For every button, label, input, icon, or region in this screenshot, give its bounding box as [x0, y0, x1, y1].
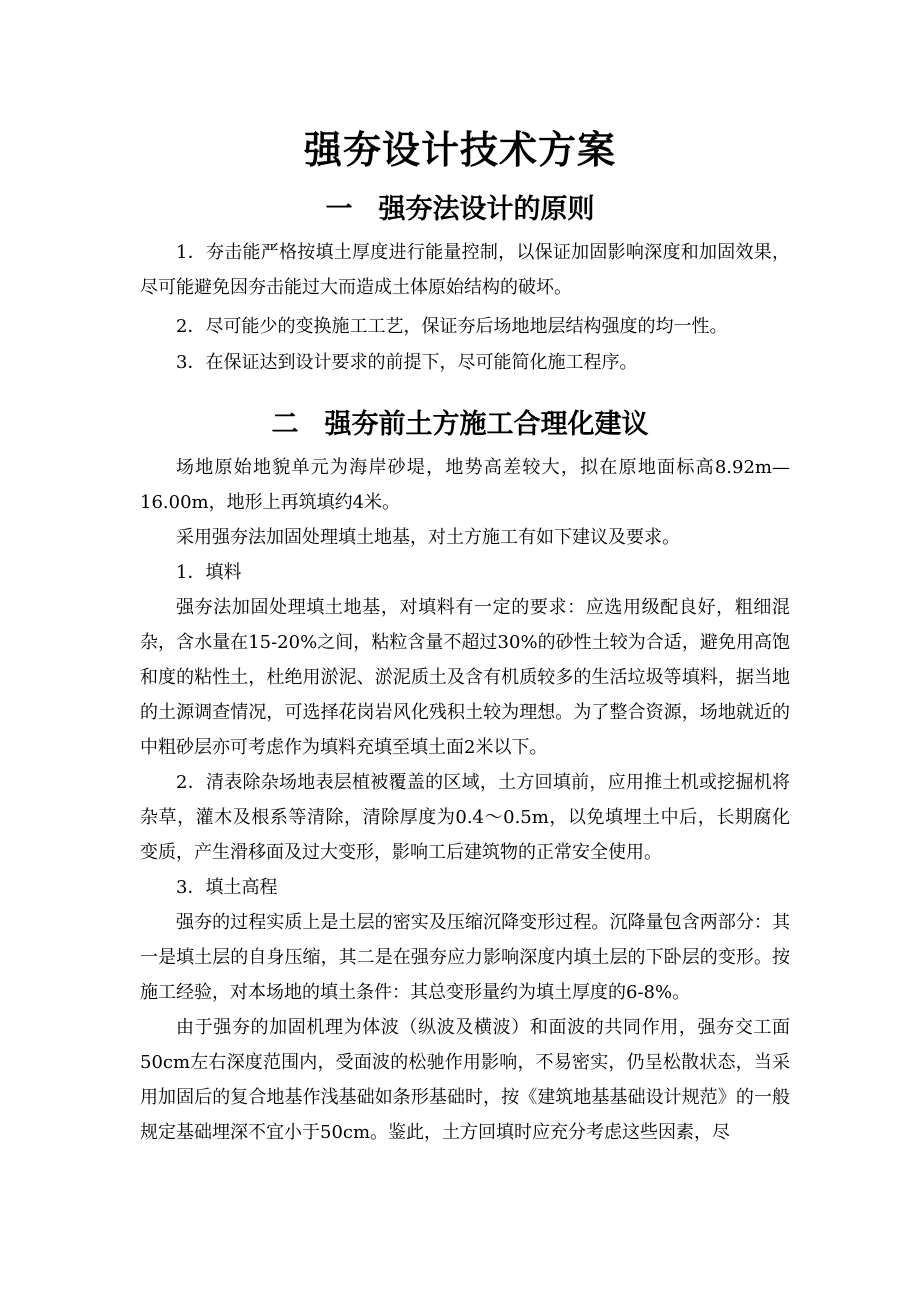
paragraph: 场地原始地貌单元为海岸砂堤，地势高差较大，拟在原地面标高8.92m—16.00m，地形上再筑填约4米。 [140, 457, 790, 513]
subheading: 3．填土高程 [176, 877, 278, 898]
section-number-2: 二 [271, 409, 299, 440]
paragraph: 采用强夯法加固处理填土地基，对土方施工有如下建议及要求。 [176, 527, 680, 548]
paragraph: 强夯的过程实质上是土层的密实及压缩沉降变形过程。沉降量包含两部分：其一是填土层的自身压缩，其二是在强夯应力影响深度内填土层的下卧层的变形。按施工经验，对本场地的填土条件：其总变形量约为填土厚度的6-8%。 [140, 912, 790, 1003]
paragraph: 3．在保证达到设计要求的前提下，尽可能简化施工程序。 [176, 352, 638, 373]
section-number-1: 一 [325, 194, 353, 225]
paragraph: 2．清表除杂场地表层植被覆盖的区域，土方回填前，应用推土机或挖掘机将杂草，灌木及根系等清除，清除厚度为0.4～0.5m，以免填埋土中后，长期腐化变质，产生滑移面及过大变形，影响工后建筑物的正常安全使用。 [140, 772, 790, 863]
section-1-body [140, 235, 790, 380]
document-title: 强夯设计技术方案 [303, 127, 616, 172]
paragraph: 1．夯击能严格按填土厚度进行能量控制，以保证加固影响深度和加固效果，尽可能避免因夯击能过大而造成土体原始结构的破坏。 [140, 242, 790, 298]
section-2-body [140, 450, 790, 1150]
paragraph: 由于强夯的加固机理为体波（纵波及横波）和面波的共同作用，强夯交工面50cm左右深度范围内，受面波的松驰作用影响，不易密实，仍呈松散状态，当采用加固后的复合地基作浅基础如条形基础时，按《建筑地基基础设计规范》的一般规定基础埋深不宜小于50cm。鉴此，土方回填时应充分考虑这些因素，尽 [140, 1017, 790, 1143]
paragraph: 2．尽可能少的变换施工工艺，保证夯后场地地层结构强度的均一性。 [176, 316, 728, 337]
section-title-1: 强夯法设计的原则 [378, 194, 595, 225]
section-title-2: 强夯前土方施工合理化建议 [324, 409, 649, 440]
paragraph: 强夯法加固处理填土地基，对填料有一定的要求：应选用级配良好，粗细混杂，含水量在15-20%之间，粘粒含量不超过30%的砂性土较为合适，避免用高饱和度的粘性土，杜绝用淤泥、淤泥质土及含有机质较多的生活垃圾等填料，据当地的土源调查情况，可选择花岗岩风化残积土较为理想。为了整合资源，场地就近的中粗砂层亦可考虑作为填料充填至填土面2米以下。 [140, 597, 790, 758]
section-heading-2 [0, 405, 920, 445]
subheading: 1．填料 [176, 562, 242, 583]
section-heading-1 [0, 190, 920, 230]
